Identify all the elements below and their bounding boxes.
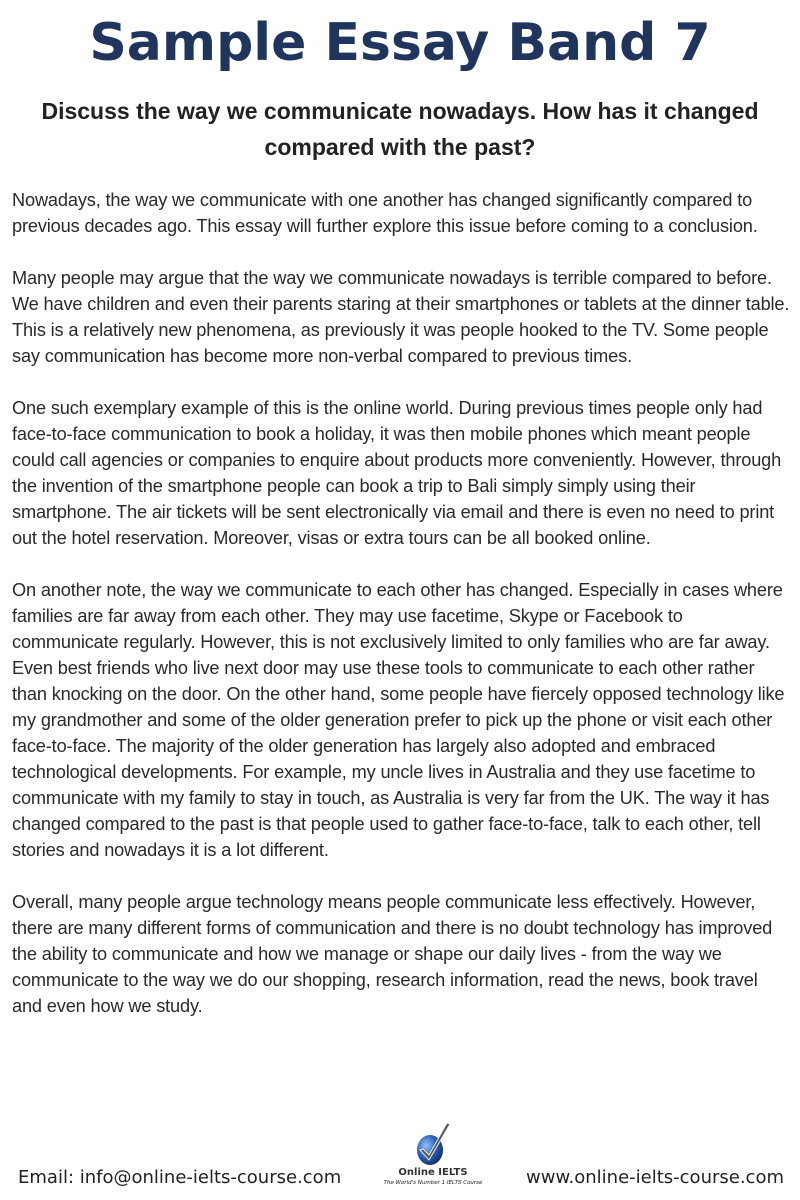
essay-paragraph-conclusion: Overall, many people argue technology means people communicate less effectively. However, there are many different forms of communication and there is no doubt technology has improved the ability to communicate and how we manage or shape our daily lives - from the way we communicate to the way we do our shopping, research information, read the news, book travel and even how we study.: [12, 892, 773, 1016]
logo-name: Online IELTS: [398, 1167, 468, 1178]
online-ielts-logo: [378, 1120, 488, 1200]
essay-body: [12, 187, 792, 1045]
page-title: Sample Essay Band 7: [89, 13, 711, 73]
globe-checkmark-icon: [410, 1120, 456, 1166]
essay-paragraph-2: Many people may argue that the way we communicate nowadays is terrible compared to before. We have children and even their parents staring at their smartphones or tablets at the dinner table. This is a relatively new phenomena, as previously it was people hooked to the TV. Some people say communication has become more non-verbal compared to previous times.: [12, 268, 790, 366]
footer-email: Email: info@online-ielts-course.com: [18, 1167, 342, 1188]
essay-paragraph-intro: Nowadays, the way we communicate with one another has changed significantly compared to previous decades ago. This essay will further explore this issue before coming to a conclusion.: [12, 190, 758, 236]
essay-question: Discuss the way we communicate nowadays. How has it changed compared with the past?: [41, 98, 759, 160]
logo-tagline: The World's Number 1 IELTS Course: [383, 1180, 483, 1186]
footer: [0, 1120, 800, 1200]
essay-paragraph-3: One such exemplary example of this is the online world. During previous times people only had face-to-face communication to book a holiday, it was then mobile phones which meant people could call agencies or companies to enquire about products more conveniently. However, through the invention of the smartphone people can book a trip to Bali simply simply using their smartphone. The air tickets will be sent electronically via email and there is even no need to print out the hotel reservation. Moreover, visas or extra tours can be all booked online.: [12, 398, 782, 548]
essay-paragraph-4: On another note, the way we communicate to each other has changed. Especially in cases where families are far away from each other. They may use facetime, Skype or Facebook to communicate regularly. However, this is not exclusively limited to only families who are far away. Even best friends who live next door may use these tools to communicate to each other rather than knocking on the door. On the other hand, some people have fiercely opposed technology like my grandmother and some of the older generation prefer to pick up the phone or visit each other face-to-face. The majority of the older generation has largely also adopted and embraced technological developments. For example, my uncle lives in Australia and they use facetime to communicate with my family to stay in touch, as Australia is very far from the UK. The way it has changed compared to the past is that people used to gather face-to-face, talk to each other, tell stories and nowadays it is a lot different.: [12, 580, 785, 860]
footer-website: www.online-ielts-course.com: [526, 1167, 784, 1188]
